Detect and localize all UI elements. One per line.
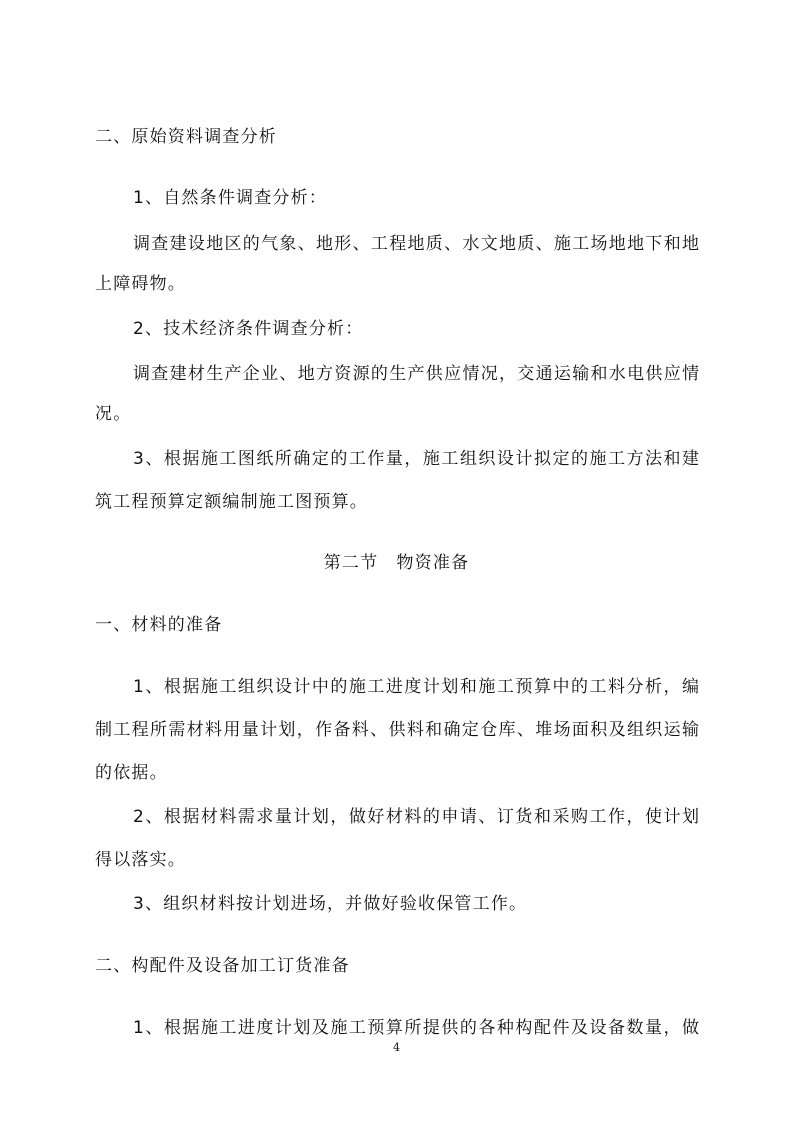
paragraph-line: 况。 bbox=[95, 404, 132, 424]
paragraph-line: 1、根据施工组织设计中的施工进度计划和施工预算中的工料分析，编 bbox=[133, 677, 699, 697]
paragraph-line: 3、组织材料按计划进场，并做好验收保管工作。 bbox=[133, 894, 528, 914]
paragraph-line: 调查建设地区的气象、地形、工程地质、水文地质、施工场地地下和地 bbox=[133, 234, 699, 254]
paragraph-line: 3、根据施工图纸所确定的工作量，施工组织设计拟定的施工方法和建 bbox=[133, 449, 699, 469]
section-title: 第二节 物资准备 bbox=[323, 553, 470, 573]
section-heading: 一、材料的准备 bbox=[95, 615, 223, 635]
paragraph-line: 的依据。 bbox=[95, 763, 168, 783]
paragraph-line: 1、根据施工进度计划及施工预算所提供的各种构配件及设备数量，做 bbox=[133, 1018, 699, 1038]
subheading: 1、自然条件调查分析： bbox=[133, 188, 328, 208]
paragraph-line: 上障碍物。 bbox=[95, 274, 186, 294]
section-heading: 二、构配件及设备加工订货准备 bbox=[95, 956, 350, 976]
page-number: 4 bbox=[393, 1041, 400, 1054]
paragraph-line: 2、根据材料需求量计划，做好材料的申请、订货和采购工作，使计划 bbox=[133, 807, 699, 827]
paragraph-line: 制工程所需材料用量计划，作备料、供料和确定仓库、堆场面积及组织运输 bbox=[95, 720, 699, 740]
section-heading: 二、原始资料调查分析 bbox=[95, 127, 277, 147]
paragraph-line: 调查建材生产企业、地方资源的生产供应情况，交通运输和水电供应情 bbox=[133, 364, 699, 384]
paragraph-line: 筑工程预算定额编制施工图预算。 bbox=[95, 492, 368, 512]
subheading: 2、技术经济条件调查分析： bbox=[133, 319, 364, 339]
paragraph-line: 得以落实。 bbox=[95, 850, 186, 870]
